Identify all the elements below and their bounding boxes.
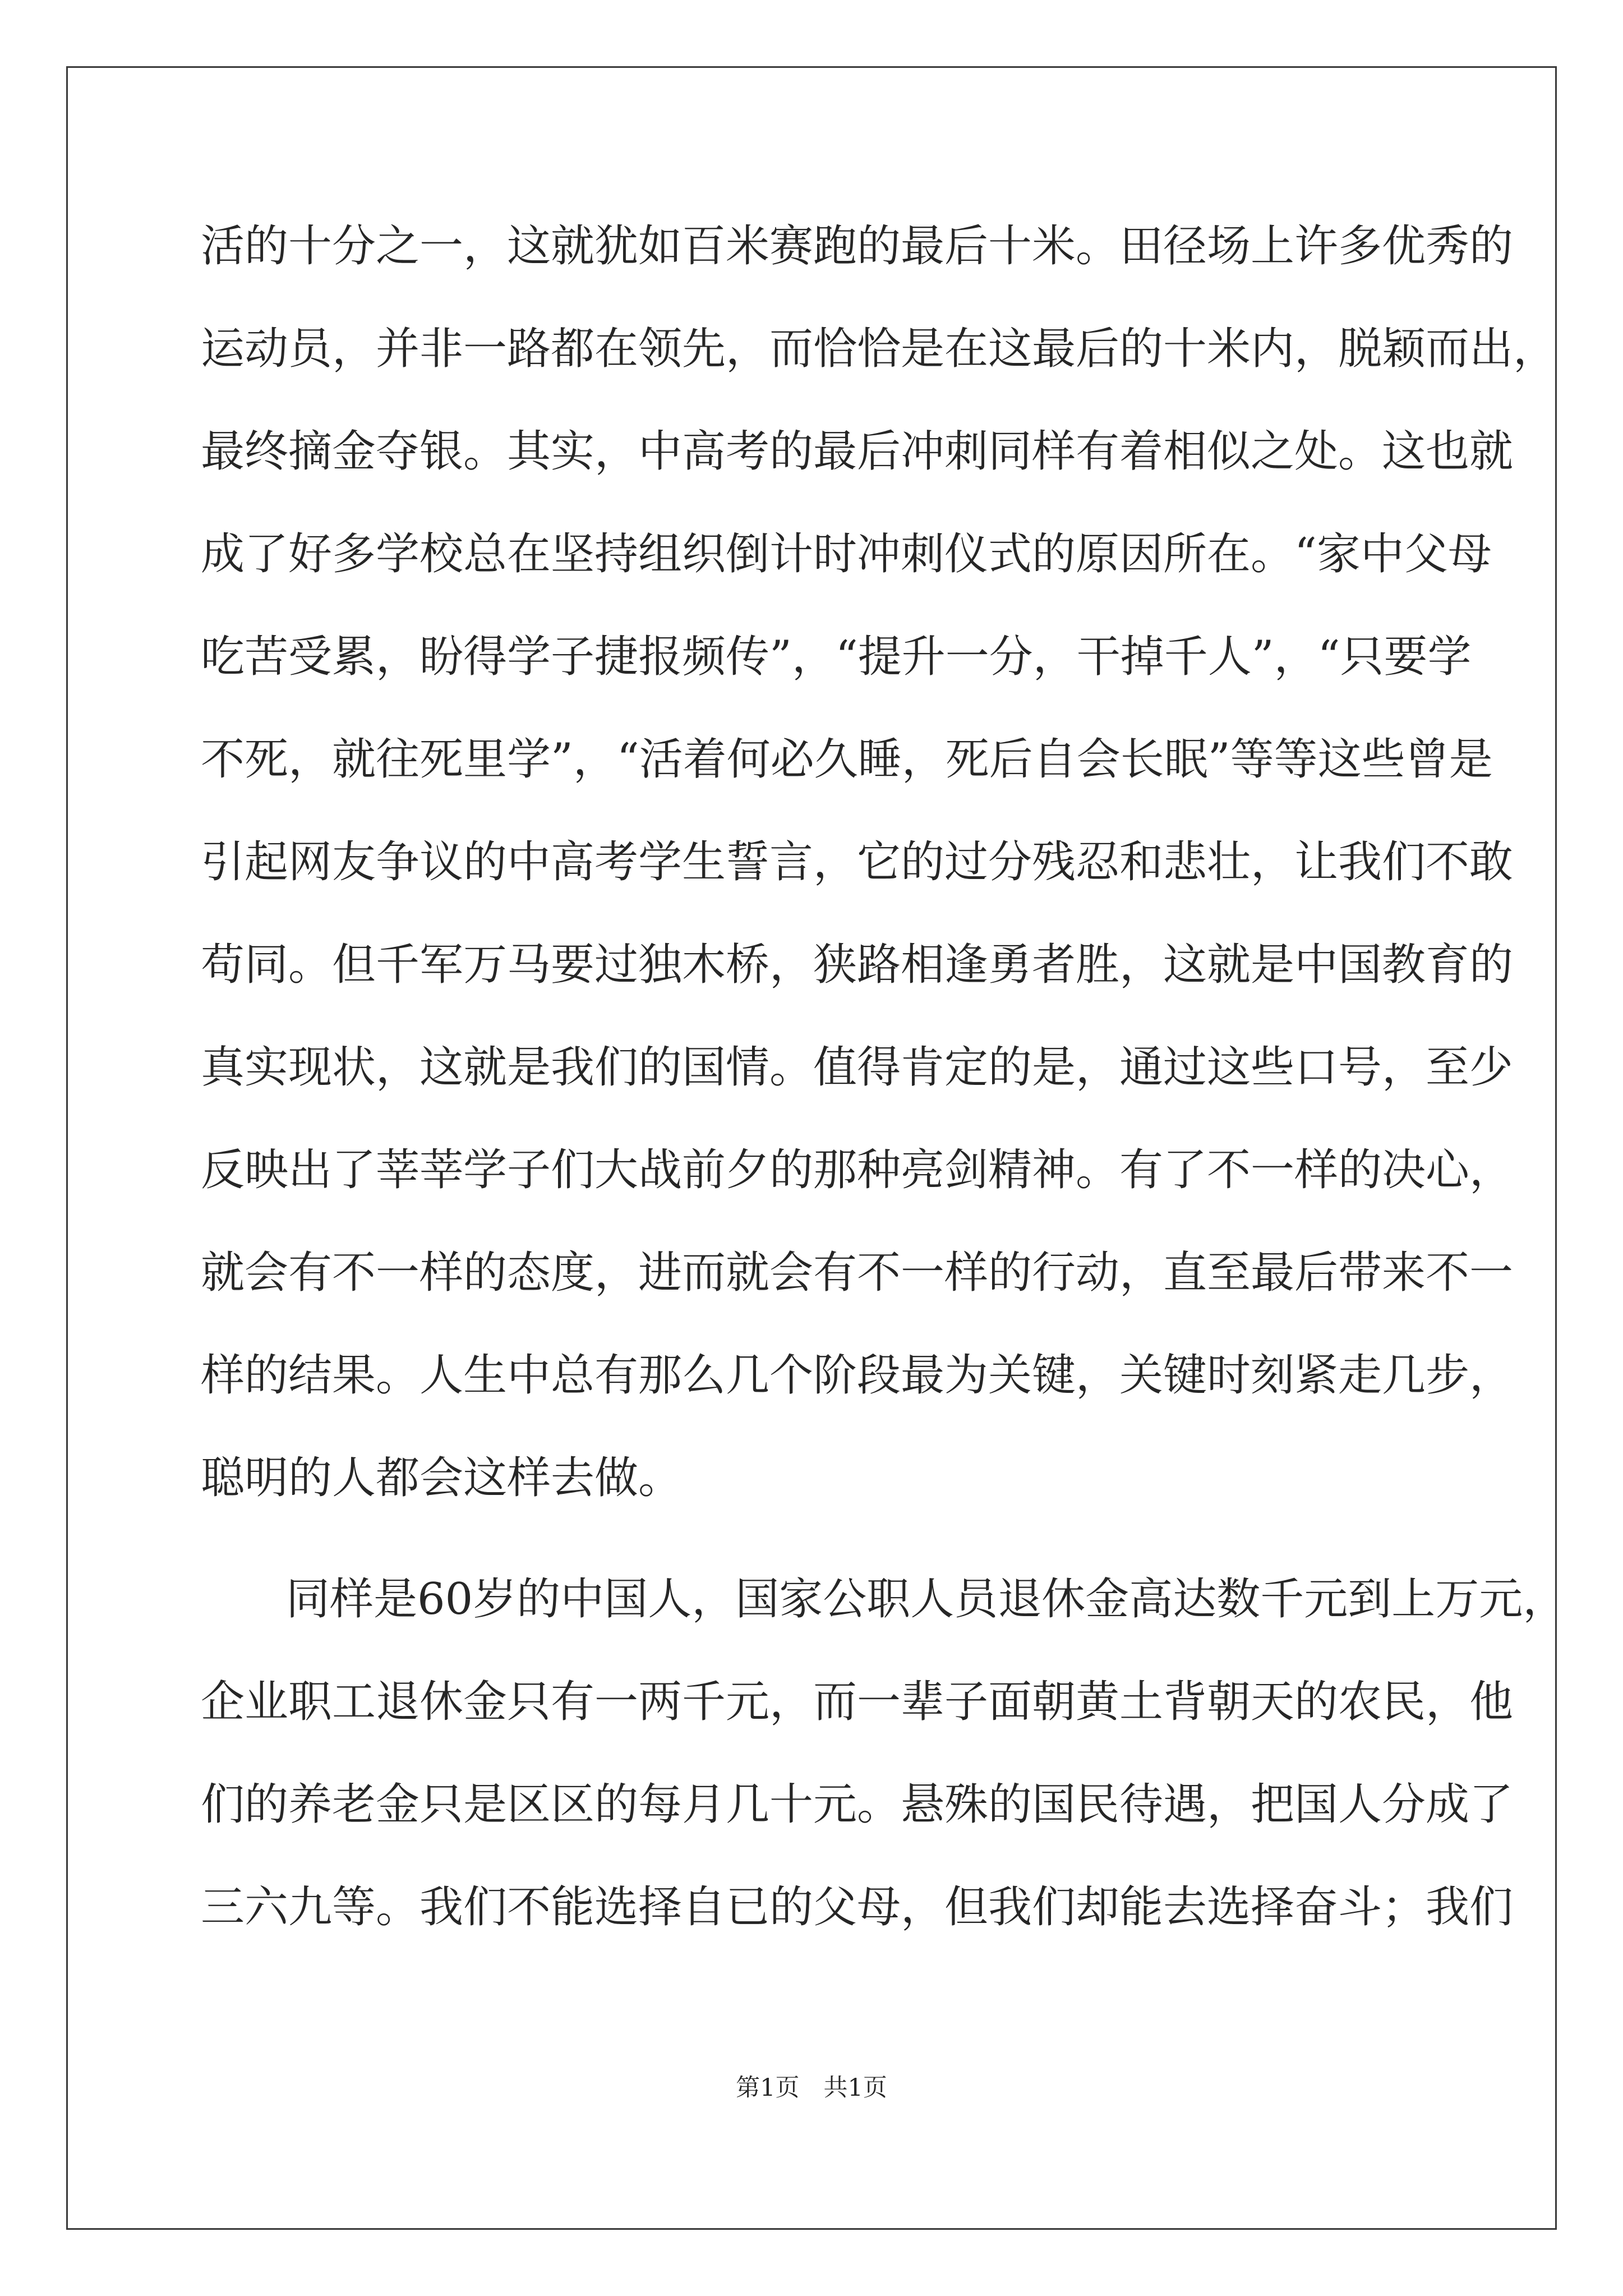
text-line: 样的结果。人生中总有那么几个阶段最为关键，关键时刻紧走几步， (201, 1350, 1514, 1401)
text-line: 苟同。但千军万马要过独木桥，狭路相逢勇者胜，这就是中国教育的 (201, 940, 1514, 990)
text-line: 不死，就往死里学”，“活着何必久睡，死后自会长眠”等等这些曾是 (201, 734, 1493, 785)
text-line: 吃苦受累，盼得学子捷报频传”，“提升一分，干掉千人”，“只要学 (201, 632, 1472, 682)
text-line: 反映出了莘莘学子们大战前夕的那种亮剑精神。有了不一样的决心， (201, 1145, 1514, 1195)
text-line: 聪明的人都会这样去做。 (201, 1453, 683, 1503)
text-line: 引起网友争议的中高考学生誓言，它的过分残忍和悲壮，让我们不敢 (201, 837, 1514, 887)
text-line: 们的养老金只是区区的每月几十元。悬殊的国民待遇，把国人分成了 (201, 1779, 1514, 1830)
text-line: 就会有不一样的态度，进而就会有不一样的行动，直至最后带来不一 (201, 1248, 1514, 1298)
text-line: 同样是60岁的中国人，国家公职人员退休金高达数千元到上万元， (286, 1574, 1567, 1625)
text-line: 真实现状，这就是我们的国情。值得肯定的是，通过这些口号，至少 (201, 1042, 1514, 1093)
text-line: 活的十分之一，这就犹如百米赛跑的最后十米。田径场上许多优秀的 (201, 221, 1514, 272)
text-line: 成了好多学校总在坚持组织倒计时冲刺仪式的原因所在。“家中父母 (201, 529, 1492, 579)
text-line: 运动员，并非一路都在领先，而恰恰是在这最后的十米内，脱颖而出， (201, 324, 1557, 374)
text-line: 企业职工退休金只有一两千元，而一辈子面朝黄土背朝天的农民，他 (201, 1677, 1514, 1727)
text-line: 三六九等。我们不能选择自已的父母，但我们却能去选择奋斗；我们 (201, 1882, 1514, 1932)
page-number-footer: 第1页 共1页 (736, 2074, 887, 2102)
text-line: 最终摘金夺银。其实，中高考的最后冲刺同样有着相似之处。这也就 (201, 426, 1514, 477)
